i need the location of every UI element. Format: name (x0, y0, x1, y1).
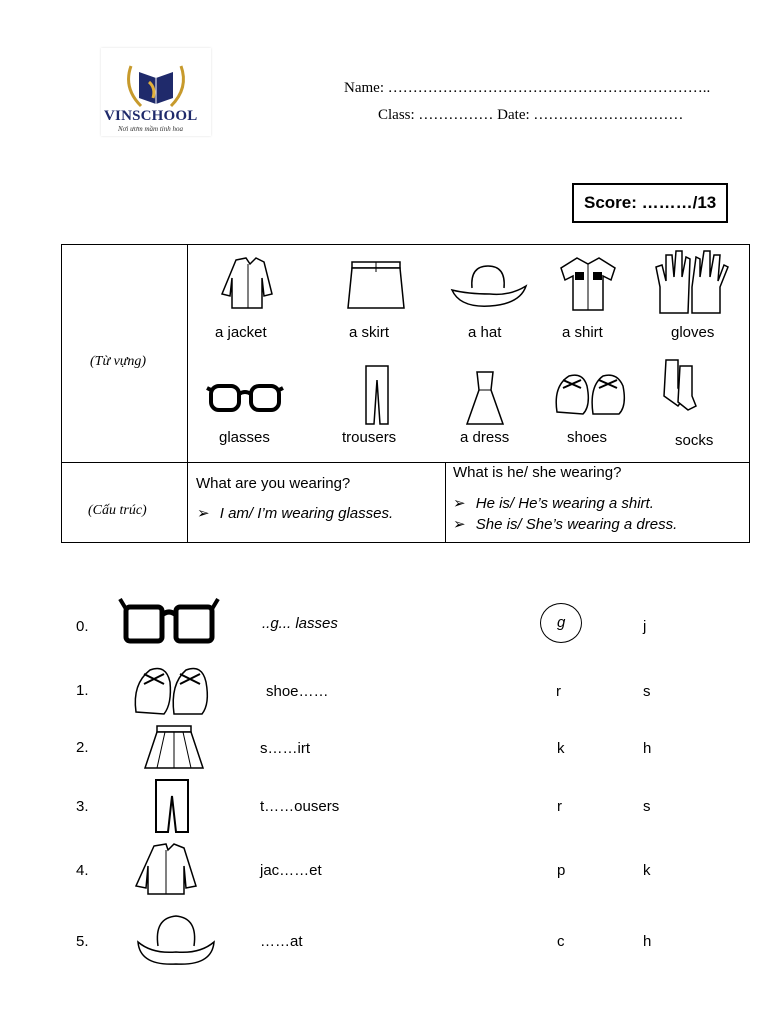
structure-answer-row (197, 504, 393, 522)
class-date-field[interactable]: Class: …………… Date: ………………………… (378, 107, 684, 123)
vocab-word: a dress (460, 429, 510, 446)
jacket-icon (218, 254, 276, 312)
structure-section-label: (Cấu trúc) (88, 503, 147, 518)
vocab-word: glasses (219, 429, 270, 446)
structure-answer: I am/ I’m wearing glasses. (219, 505, 394, 522)
structure-answer-row (453, 494, 654, 512)
option-a[interactable]: r (557, 798, 562, 815)
vocab-word: socks (675, 432, 714, 449)
option-b[interactable]: j (643, 618, 647, 635)
hat-icon (136, 912, 216, 968)
exercise-word[interactable]: t……ousers (260, 798, 340, 815)
glasses-icon (207, 382, 283, 414)
structure-answer: She is/ She’s wearing a dress. (475, 516, 678, 533)
vocab-word: shoes (567, 429, 608, 446)
exercise-number: 5. (76, 933, 89, 950)
vocab-word: a skirt (349, 324, 390, 341)
gloves-icon (652, 247, 728, 315)
glasses-icon (118, 595, 220, 645)
exercise-number: 0. (76, 618, 89, 635)
logo-text: VINSCHOOL (104, 108, 198, 124)
option-a[interactable]: k (557, 740, 565, 757)
score-label: Score: ………/13 (584, 193, 717, 212)
option-b[interactable]: s (643, 683, 651, 700)
vocab-word: a hat (468, 324, 502, 341)
shirt-icon (557, 254, 619, 314)
exercise-word[interactable]: ..g... lasses (262, 615, 338, 632)
jacket-icon (134, 842, 198, 896)
trousers-icon (364, 364, 390, 426)
vocab-word: a jacket (215, 324, 267, 341)
logo-tagline: Nơi ươm mầm tinh hoa (118, 125, 183, 133)
exercise-word[interactable]: shoe…… (266, 683, 329, 700)
option-a[interactable]: g (557, 614, 566, 631)
exercise-word[interactable]: ……at (260, 933, 303, 950)
name-field[interactable]: Name: ……………………………………………………….. (344, 80, 711, 96)
exercise-word[interactable]: s……irt (260, 740, 310, 757)
option-b[interactable]: s (643, 798, 651, 815)
option-b[interactable]: k (643, 862, 651, 879)
score-box (572, 183, 728, 223)
shoes-icon (553, 366, 627, 418)
option-a[interactable]: c (557, 933, 565, 950)
exercise-number: 3. (76, 798, 89, 815)
exercise-number: 2. (76, 739, 89, 756)
vocab-section-label: (Từ vựng) (90, 354, 147, 369)
option-b[interactable]: h (643, 933, 652, 950)
shoes-icon (132, 660, 210, 718)
hat-icon (450, 260, 528, 310)
dress-icon (463, 370, 507, 426)
vocab-word: a shirt (562, 324, 603, 341)
bullet-icon: ➢ (453, 516, 466, 533)
structure-question: What is he/ she wearing? (453, 464, 622, 481)
bullet-icon: ➢ (453, 495, 466, 512)
option-a[interactable]: r (556, 683, 561, 700)
skirt-icon (143, 722, 205, 772)
exercise-word[interactable]: jac……et (260, 862, 322, 879)
structure-question: What are you wearing? (196, 475, 351, 492)
trousers-icon (152, 778, 192, 834)
structure-answer: He is/ He’s wearing a shirt. (475, 495, 654, 512)
vocab-word: trousers (342, 429, 397, 446)
option-a[interactable]: p (557, 862, 566, 879)
option-b[interactable]: h (643, 740, 652, 757)
exercise-number: 4. (76, 862, 89, 879)
bullet-icon: ➢ (197, 505, 210, 522)
structure-answer-row (453, 515, 677, 533)
vocab-word: gloves (671, 324, 715, 341)
skirt-icon (346, 258, 406, 312)
exercise-number: 1. (76, 682, 89, 699)
socks-icon (660, 358, 700, 412)
